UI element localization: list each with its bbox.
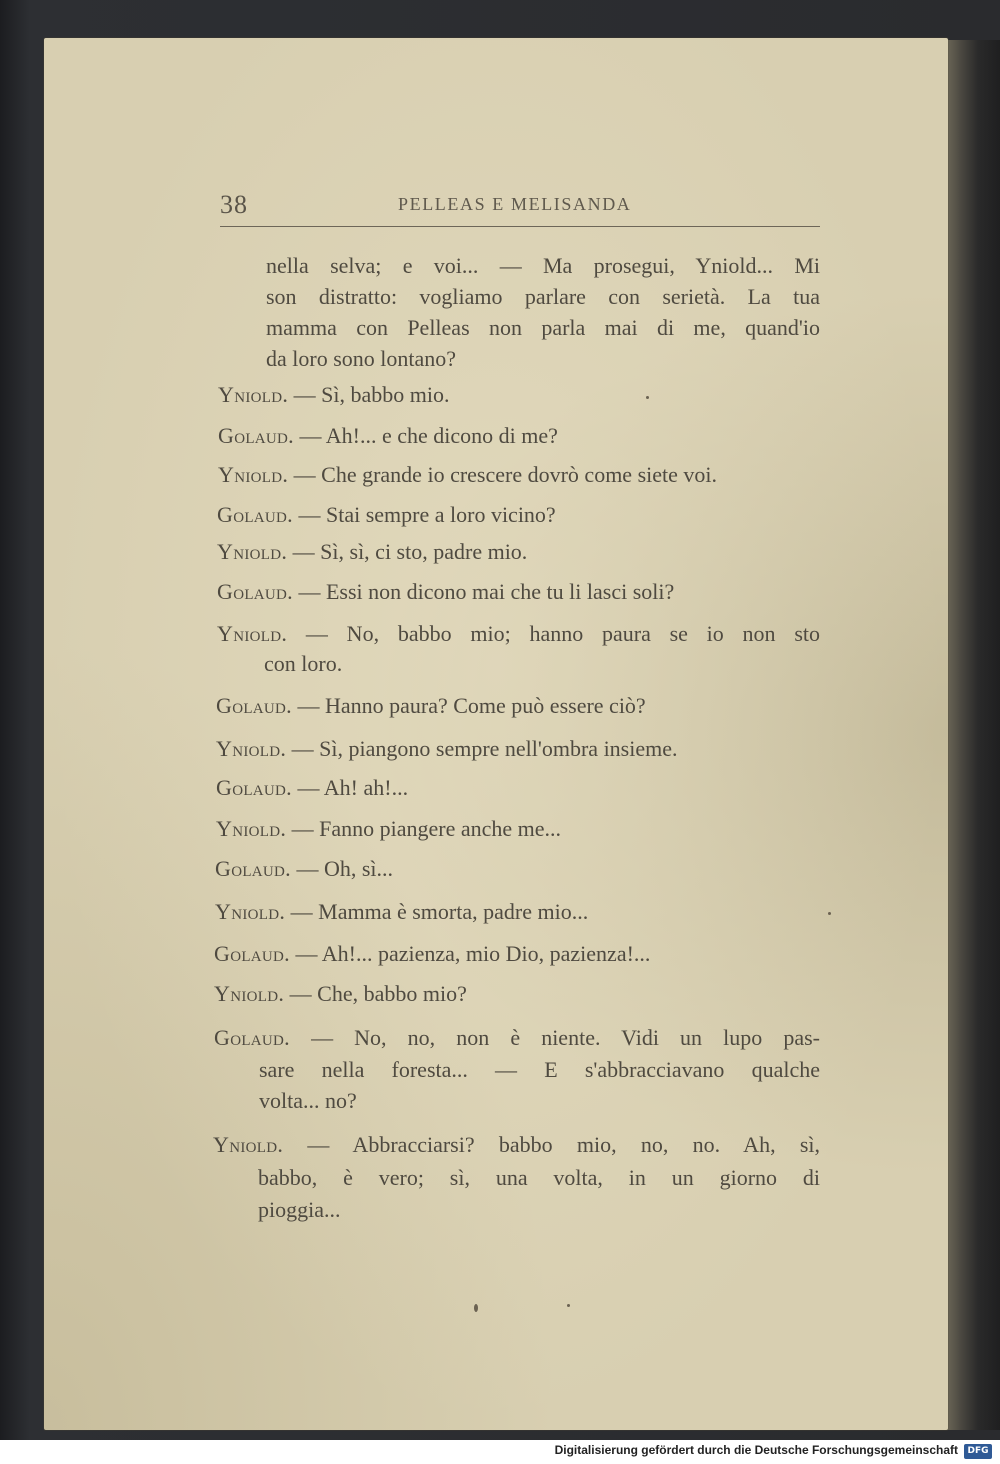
dialogue-line: Golaud. — No, no, non è niente. Vidi un lupo pas- bbox=[214, 1025, 820, 1050]
speaker-name: Golaud. bbox=[214, 941, 290, 966]
speaker-name: Yniold. bbox=[215, 899, 286, 924]
speaker-name: Golaud. bbox=[218, 423, 294, 448]
speaker-name: Yniold. bbox=[217, 539, 288, 564]
speaker-name: Golaud. bbox=[217, 579, 293, 604]
speaker-name: Yniold. bbox=[216, 736, 287, 761]
speaker-name: Yniold. bbox=[213, 1132, 284, 1157]
text-line: mamma con Pelleas non parla mai di me, quand'io bbox=[266, 315, 820, 340]
speaker-name: Golaud. bbox=[217, 502, 293, 527]
dialogue-line: Yniold. — Abbracciarsi? babbo mio, no, no. Ah, sì, bbox=[213, 1132, 820, 1157]
dialogue-line: Golaud. — Essi non dicono mai che tu li lasci soli? bbox=[217, 579, 675, 604]
paper-speck bbox=[828, 912, 831, 915]
text-line: pioggia... bbox=[258, 1197, 341, 1222]
speaker-name: Yniold. bbox=[216, 816, 287, 841]
dialogue-line: Yniold. — Che, babbo mio? bbox=[214, 981, 467, 1006]
text-line: son distratto: vogliamo parlare con serietà. La tua bbox=[266, 284, 820, 309]
paper-speck bbox=[474, 1304, 478, 1312]
dialogue-line: Yniold. — Sì, babbo mio. bbox=[218, 382, 450, 407]
text-line: sare nella foresta... — E s'abbracciavano qualche bbox=[259, 1057, 820, 1082]
speaker-name: Golaud. bbox=[216, 775, 292, 800]
dialogue-line: Yniold. — No, babbo mio; hanno paura se io non sto bbox=[217, 621, 820, 646]
funding-credit: Digitalisierung gefördert durch die Deutsche Forschungsgemeinschaft bbox=[554, 1443, 958, 1457]
dialogue-line: Golaud. — Stai sempre a loro vicino? bbox=[217, 502, 556, 527]
dialogue-line: Golaud. — Ah! ah!... bbox=[216, 775, 409, 800]
dialogue-line: Yniold. — Sì, sì, ci sto, padre mio. bbox=[217, 539, 528, 564]
text-line: volta... no? bbox=[259, 1088, 357, 1113]
page-number: 38 bbox=[220, 190, 248, 219]
dialogue-line: Golaud. — Ah!... e che dicono di me? bbox=[218, 423, 558, 448]
speaker-name: Yniold. bbox=[218, 462, 289, 487]
dialogue-line: Yniold. — Mamma è smorta, padre mio... bbox=[215, 899, 589, 924]
dialogue-line: Yniold. — Che grande io crescere dovrò come siete voi. bbox=[218, 462, 717, 487]
speaker-name: Yniold. bbox=[214, 981, 285, 1006]
text-line: con loro. bbox=[264, 651, 343, 676]
header-rule bbox=[220, 226, 820, 227]
speaker-name: Golaud. bbox=[215, 856, 291, 881]
speaker-name: Yniold. bbox=[218, 382, 289, 407]
speaker-name: Golaud. bbox=[216, 693, 292, 718]
text-line: babbo, è vero; sì, una volta, in un giorno di bbox=[258, 1165, 820, 1190]
dialogue-line: Golaud. — Ah!... pazienza, mio Dio, pazienza!... bbox=[214, 941, 651, 966]
running-title: PELLEAS E MELISANDA bbox=[398, 194, 632, 214]
text-line: nella selva; e voi... — Ma prosegui, Yniold... Mi bbox=[266, 253, 820, 278]
paper-speck bbox=[567, 1304, 570, 1307]
paper-speck bbox=[646, 396, 649, 399]
speaker-name: Golaud. bbox=[214, 1025, 290, 1050]
dialogue-line: Golaud. — Oh, sì... bbox=[215, 856, 394, 881]
speaker-name: Yniold. bbox=[217, 621, 288, 646]
dialogue-line: Yniold. — Sì, piangono sempre nell'ombra insieme. bbox=[216, 736, 678, 761]
text-line: da loro sono lontano? bbox=[266, 346, 457, 371]
dialogue-line: Golaud. — Hanno paura? Come può essere ciò? bbox=[216, 693, 646, 718]
dialogue-line: Yniold. — Fanno piangere anche me... bbox=[216, 816, 562, 841]
dfg-logo: DFG bbox=[964, 1444, 992, 1459]
adjacent-page-edge bbox=[945, 40, 1000, 1430]
